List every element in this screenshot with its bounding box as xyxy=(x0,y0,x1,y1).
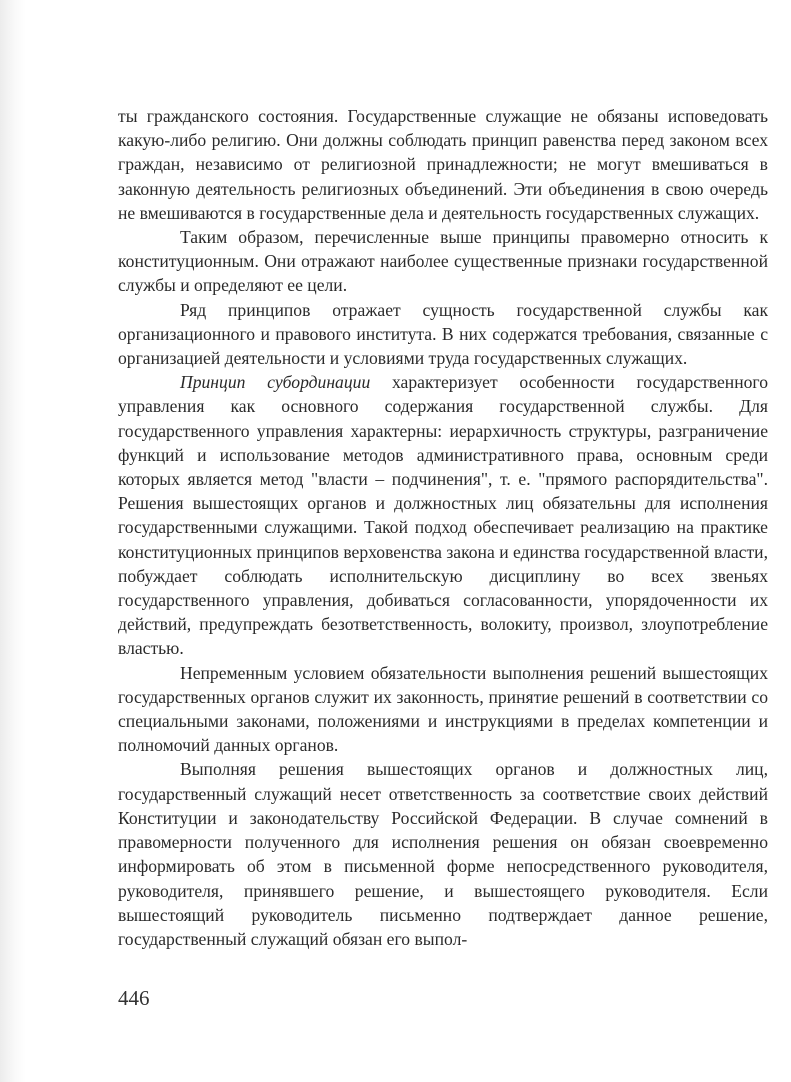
paragraph-4 xyxy=(118,370,768,660)
paragraph-2: Таким образом, перечисленные выше принципы правомерно относить к конституционным. Они отражают наиболее существенные признаки государственной службы и определяют ее цели. xyxy=(118,227,768,296)
italic-term: Принцип субординации xyxy=(180,372,371,393)
body-text xyxy=(118,104,768,951)
paragraph-4-text: характеризует особенности государственного управления как основного содержания государственной службы. Для государственного управления характерны: иерархичность структуры, разграничение функций и использование методов административного права, основным среди которых является метод "власти – подчинения", т. е. "прямого распорядительства". Решения вышестоящих органов и должностных лиц обязательны для исполнения государственными служащими. Такой подход обеспечивает реализацию на практике конституционных принципов верховенства закона и единства государственной власти, побуждает соблюдать исполнительскую дисциплину во всех звеньях государственного управления, добиваться согласованности, упорядоченности их действий, предупреждать безответственность, волокиту, произвол, злоупотребление властью. xyxy=(118,372,768,659)
page-number: 446 xyxy=(118,986,150,1010)
paragraph-5: Непременным условием обязательности выполнения решений вышестоящих государственных органов служит их законность, принятие решений в соответствии со специальными законами, положениями и инструкциями в пределах компетенции и полномочий данных органов. xyxy=(118,662,768,756)
paragraph-3: Ряд принципов отражает сущность государственной службы как организационного и правового института. В них содержатся требования, связанные с организацией деятельности и условиями труда государственных служащих. xyxy=(118,299,768,369)
paragraph-6: Выполняя решения вышестоящих органов и должностных лиц, государственный служащий несет ответственность за соответствие своих действий Конституции и законодательству Российской Федерации. В случае сомнений в правомерности полученного для исполнения решения он обязан своевременно информировать об этом в письменной форме непосредственного руководителя, руководителя, принявшего решение, и вышестоящего руководителя. Если вышестоящий руководитель письменно подтверждает данное решение, государственный служащий обязан его выпол- xyxy=(118,759,768,949)
paragraph-1: ты гражданского состояния. Государственные служащие не обязаны исповедовать какую-либо религию. Они должны соблюдать принцип равенства перед законом всех граждан, независимо от религиозной принадлежности; не могут вмешиваться в законную деятельность религиозных объединений. Эти объединения в свою очередь не вмешиваются в государственные дела и деятельность государственных служащих. xyxy=(118,106,768,223)
